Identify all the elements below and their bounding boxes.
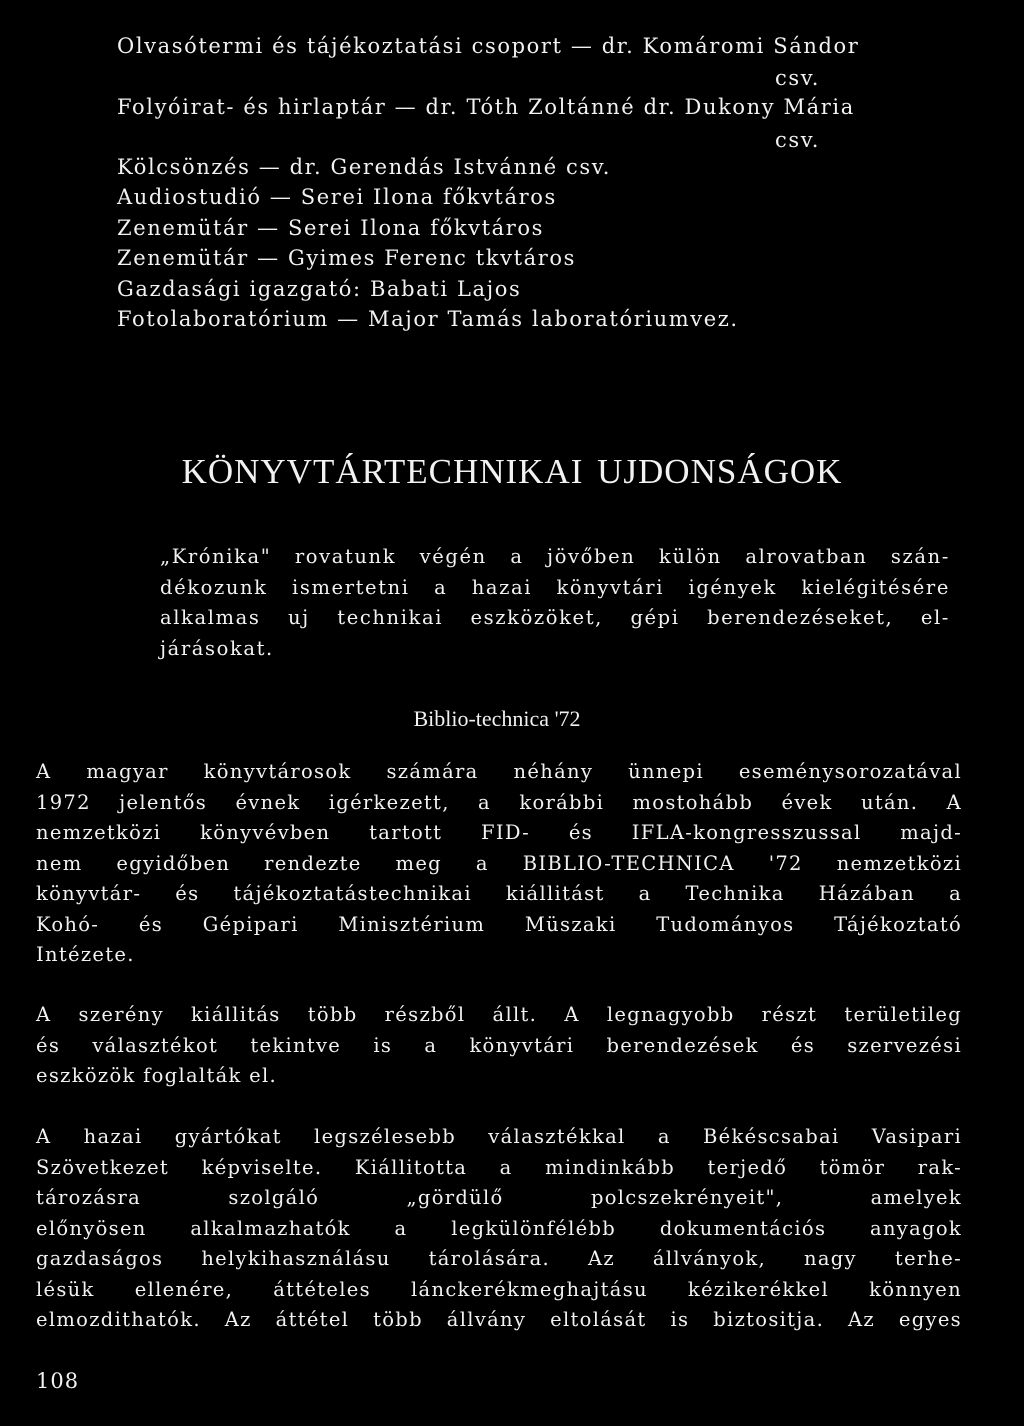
- intro-line: „Krónika" rovatunk végén a jövőben külön alrovatban szán-: [160, 545, 950, 568]
- intro-line: alkalmas uj technikai eszközöket, gépi berendezéseket, el-: [160, 606, 950, 629]
- staff-line-csv-1: csv.: [775, 66, 820, 90]
- body-line: lésük ellenére, áttételes lánckerékmeghajtásu kézikerékkel könnyen: [36, 1277, 962, 1301]
- body-line: Kohó- és Gépipari Minisztérium Müszaki Tudományos Tájékoztató: [36, 912, 962, 936]
- body-line: előnyösen alkalmazhatók a legkülönfélébb dokumentációs anyagok: [36, 1216, 962, 1240]
- body-paragraph-2: [36, 1000, 962, 1092]
- intro-paragraph: [160, 542, 950, 664]
- staff-line-music-library-1: Zenemütár — Serei Ilona főkvtáros: [117, 216, 545, 240]
- body-line: eszközök foglalták el.: [36, 1064, 277, 1087]
- body-line: Intézete.: [36, 943, 135, 966]
- body-line: és választékot tekintve is a könyvtári berendezések és szervezési: [36, 1033, 962, 1057]
- body-line: elmozdithatók. Az áttétel több állvány eltolását is biztositja. Az egyes: [36, 1308, 962, 1331]
- staff-line-reading-room: Olvasótermi és tájékoztatási csoport — dr. Komáromi Sándor: [117, 34, 860, 58]
- staff-line-music-library-2: Zenemütár — Gyimes Ferenc tkvtáros: [117, 246, 577, 270]
- subheading: Biblio-technica '72: [413, 706, 581, 731]
- body-line: nem egyidőben rendezte meg a BIBLIO-TECHNICA '72 nemzetközi: [36, 851, 962, 875]
- body-line: A szerény kiállitás több részből állt. A legnagyobb részt területileg: [36, 1003, 962, 1026]
- intro-line: járásokat.: [160, 636, 274, 660]
- body-line: Szövetkezet képviselte. Kiállitotta a mindinkább terjedő tömör rak-: [36, 1155, 962, 1179]
- body-line: 1972 jelentős évnek igérkezett, a korábbi mostohább évek után. A: [36, 790, 962, 814]
- body-paragraph-1: [36, 757, 962, 971]
- body-line: nemzetközi könyvévben tartott FID- és IFLA-kongresszussal majd-: [36, 821, 962, 844]
- body-paragraph-3: [36, 1122, 962, 1336]
- body-line: könyvtár- és tájékoztatástechnikai kiállitást a Technika Házában a: [36, 882, 962, 905]
- page-number: 108: [36, 1369, 80, 1393]
- staff-line-lending: Kölcsönzés — dr. Gerendás Istvánné csv.: [117, 155, 611, 179]
- section-title: KÖNYVTÁRTECHNIKAI UJDONSÁGOK: [181, 452, 843, 491]
- staff-line-economic-director: Gazdasági igazgató: Babati Lajos: [117, 277, 522, 301]
- body-line: gazdaságos helykihasználásu tárolására. Az állványok, nagy terhe-: [36, 1247, 962, 1270]
- body-line: A hazai gyártókat legszélesebb választékkal a Békéscsabai Vasipari: [36, 1125, 962, 1148]
- staff-line-csv-2: csv.: [775, 128, 820, 152]
- body-line: A magyar könyvtárosok számára néhány ünnepi eseménysorozatával: [36, 760, 962, 783]
- body-line: tározásra szolgáló „gördülő polcszekrényeit", amelyek: [36, 1186, 962, 1209]
- staff-line-photo-lab: Fotolaboratórium — Major Tamás laboratóriumvez.: [117, 307, 739, 331]
- staff-line-periodicals: Folyóirat- és hirlaptár — dr. Tóth Zoltánné dr. Dukony Mária: [117, 95, 855, 119]
- staff-line-audiostudio: Audiostudió — Serei Ilona főkvtáros: [117, 185, 557, 209]
- intro-line: dékozunk ismertetni a hazai könyvtári igények kielégitésére: [160, 575, 950, 599]
